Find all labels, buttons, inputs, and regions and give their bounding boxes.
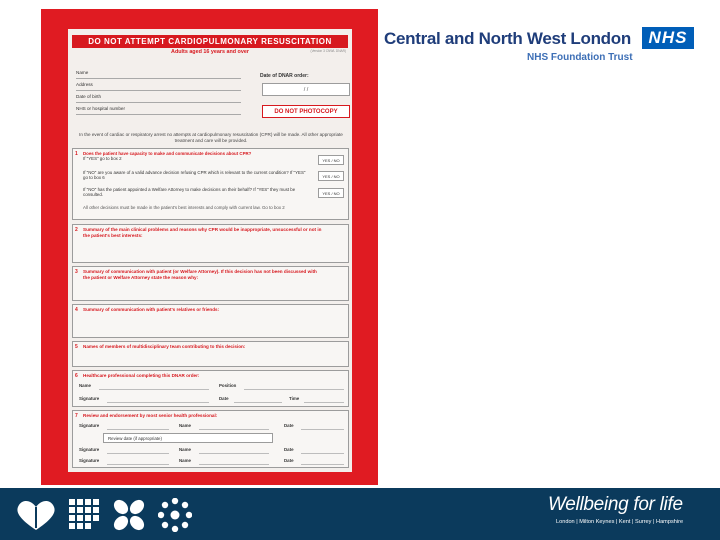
- section-7-row-3: [79, 456, 344, 466]
- question-bold: Does the patient have capacity to make and communicate decisions about CPR?: [83, 151, 252, 156]
- name-label: Name: [179, 447, 191, 452]
- form-section-1: [72, 148, 349, 220]
- position-label: Position: [219, 383, 237, 388]
- review-date-box: Review date (if appropriate): [103, 433, 273, 443]
- date-label: Date: [284, 458, 294, 463]
- signature-line: [107, 402, 209, 403]
- tagline: Wellbeing for life: [548, 494, 683, 515]
- name-line: [199, 429, 269, 430]
- form-section-2: [72, 224, 349, 263]
- section-title: Review and endorsement by most senior health professional:: [83, 413, 218, 418]
- date-line: [234, 402, 282, 403]
- patient-name-field: Name: [76, 67, 241, 79]
- patient-dob-field: Date of birth: [76, 91, 241, 103]
- dnar-form-frame: [41, 9, 378, 485]
- form-section-4: [72, 304, 349, 338]
- patient-nhs-number-field: NHS or hospital number: [76, 103, 241, 115]
- date-label: Date: [284, 447, 294, 452]
- do-not-photocopy-badge: DO NOT PHOTOCOPY: [262, 105, 350, 118]
- section-title: Healthcare professional completing this DNAR order:: [83, 373, 200, 378]
- form-section-5: [72, 341, 349, 367]
- yes-no-box-1: YES / NO: [318, 155, 344, 165]
- section-title: Summary of communication with patient's relatives or friends:: [83, 307, 220, 312]
- section-number: 3: [75, 269, 78, 275]
- section-title: Summary of communication with patient (or Welfare Attorney). If this decision has not been discussed with the patient or Welfare Attorney state the reason why:: [83, 269, 317, 280]
- section-1-question-2: If "NO" are you aware of a valid advance decision refusing CPR which is relevant to the current condition? If "YES" go to box 6: [83, 170, 306, 181]
- form-intro: In the event of cardiac or respiratory arrest no attempts at cardiopulmonary resuscitation (CPR) will be made. All other appropriate treatment and care will be provided.: [79, 132, 343, 143]
- form-reference: (Version 3 CNWL DNAR): [310, 49, 346, 53]
- section-number: 2: [75, 227, 78, 233]
- signature-line: [107, 453, 169, 454]
- heart-icon: [14, 498, 58, 532]
- section-number: 4: [75, 307, 78, 313]
- position-line: [244, 389, 344, 390]
- section-1-question-1: [83, 151, 308, 162]
- signature-label: Signature: [79, 447, 100, 452]
- section-title: Names of members of multidisciplinary team contributing to this decision:: [83, 344, 246, 349]
- foundation-trust-label: NHS Foundation Trust: [527, 52, 633, 63]
- section-title: Summary of the main clinical problems and reasons why CPR would be inappropriate, unsuccessful or not in the patient's best interests:: [83, 227, 322, 238]
- name-line: [99, 389, 209, 390]
- form-subtitle: Adults aged 16 years and over: [171, 49, 249, 55]
- section-7-row-2: [79, 445, 344, 455]
- section-number: 1: [75, 151, 78, 157]
- date-line: [301, 464, 344, 465]
- section-1-question-3: If "NO" has the patient appointed a Welfare Attorney to make decisions on their behalf? If "YES" they must be consulted.: [83, 187, 296, 198]
- form-section-6: [72, 370, 349, 407]
- section-number: 5: [75, 344, 78, 350]
- name-label: Name: [79, 383, 91, 388]
- patient-address-field: Address: [76, 79, 241, 91]
- name-line: [199, 464, 269, 465]
- name-label: Name: [179, 458, 191, 463]
- section-number: 6: [75, 373, 78, 379]
- dots-grid-icon: [68, 498, 102, 532]
- trust-name: Central and North West London: [384, 29, 631, 48]
- signature-line: [107, 464, 169, 465]
- section-7-row-1: [79, 421, 344, 431]
- time-label: Time: [289, 396, 300, 401]
- nhs-logo: NHS: [642, 27, 694, 49]
- section-6-row-1: [79, 381, 344, 391]
- form-section-7: [72, 410, 349, 468]
- question-text: If "YES" go to box 2: [83, 156, 122, 162]
- yes-no-box-2: YES / NO: [318, 171, 344, 181]
- signature-label: Signature: [79, 458, 100, 463]
- yes-no-box-3: YES / NO: [318, 188, 344, 198]
- form-title: DO NOT ATTEMPT CARDIOPULMONARY RESUSCITATION: [72, 35, 348, 48]
- date-label: Date: [219, 396, 229, 401]
- dnar-date-box: / /: [262, 83, 350, 96]
- section-1-note: All other decisions must be made in the patient's best interests and comply with current law. Go to box 2: [83, 205, 285, 210]
- signature-label: Signature: [79, 423, 100, 428]
- signature-label: Signature: [79, 396, 100, 401]
- date-line: [301, 453, 344, 454]
- date-line: [301, 429, 344, 430]
- dnar-form-sheet: [68, 29, 352, 472]
- form-section-3: [72, 266, 349, 301]
- locations-list: London | Milton Keynes | Kent | Surrey | Hampshire: [556, 519, 684, 525]
- clover-icon: [112, 498, 146, 532]
- name-label: Name: [179, 423, 191, 428]
- time-line: [304, 402, 344, 403]
- dnar-date-label: Date of DNAR order:: [260, 73, 309, 79]
- name-line: [199, 453, 269, 454]
- signature-line: [107, 429, 169, 430]
- section-6-row-2: [79, 394, 344, 404]
- dot-ring-icon: [158, 498, 192, 532]
- date-label: Date: [284, 423, 294, 428]
- section-number: 7: [75, 413, 78, 419]
